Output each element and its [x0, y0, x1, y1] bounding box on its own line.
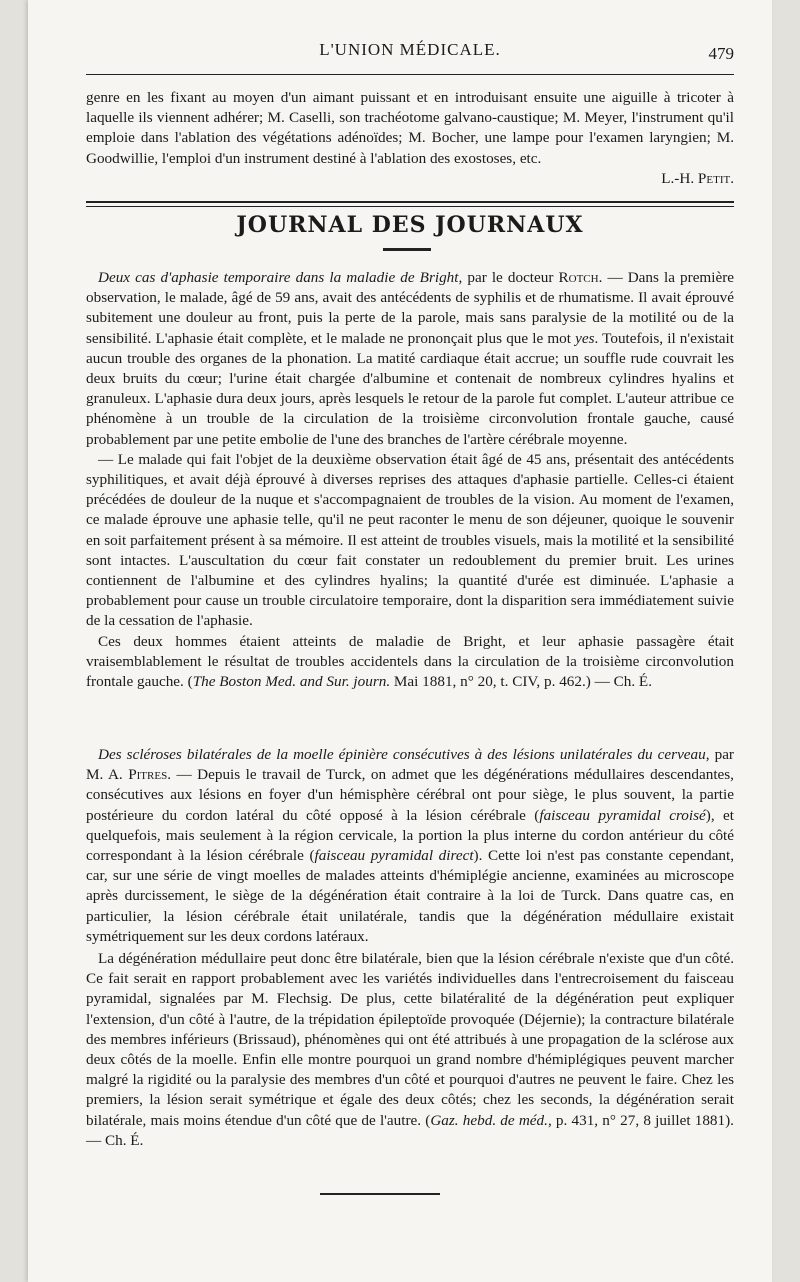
article1-title: Deux cas d'aphasie temporaire dans la maladie de Bright, [98, 269, 463, 286]
article2-author: Pitres [128, 766, 168, 784]
term-faisceau-croise: faisceau pyramidal croisé [539, 806, 706, 824]
article1-paragraph-3: Ces deux hommes étaient atteints de maladie de Bright, et leur aphasie passagère était vraisemblablement le résultat de troubles accidentels dans la circulation de la troisième circonvolution frontale gauche. (The Boston Med. and Sur. journ. Mai 1881, n° 20, t. CIV, p. 462.) — Ch. É. [86, 632, 734, 691]
section-separator-rule [86, 201, 734, 207]
article2-title: Des scléroses bilatérales de la moelle épinière consécutives à des lésions unilatérales du cerveau, [98, 746, 710, 763]
article-aphasie [86, 268, 734, 692]
word-yes: yes [575, 329, 595, 347]
article1-paragraph-2: — Le malade qui fait l'objet de la deuxième observation était âgé de 45 ans, présentait des antécédents syphilitiques, et avait déjà éprouvé à diverses reprises des attaques d'aphasie partielle. Celles-ci étaient précédées de douleur de la nuque et s'accompagnaient de troubles de la vision. Au moment de l'examen, ce malade éprouve une aphasie telle, qu'il ne peut raconter le menu de son déjeuner, quoique le souvenir en soit parfaitement présent à sa mémoire. Il est atteint de troubles visuels, mais la motilité et la sensibilité sont intactes. L'auscultation du cœur fait constater un redoublement du premier bruit. Les urines contiennent de l'albumine et des cylindres hyalins; la quantité d'urée est diminuée. L'aphasie a probablement pour cause un trouble circulatoire temporaire, dont la disparition sera immédiatement suivie de la cessation de l'aphasie. [86, 450, 734, 630]
running-title: L'UNION MÉDICALE. [319, 40, 501, 59]
previous-article-text: genre en les fixant au moyen d'un aimant puissant et en introduisant ensuite une aiguille à tricoter à laquelle ils viennent adhérer; M. Caselli, son trachéotome galvano-caustique; M. Meyer, l'instrument qu'il emploie dans l'ablation des végétations adénoïdes; M. Bocher, une lampe pour l'examen laryngien; M. Goodwillie, l'emploi d'un instrument destiné à l'ablation des exostoses, etc. [86, 89, 734, 167]
article1-paragraph-1: Deux cas d'aphasie temporaire dans la maladie de Bright, par le docteur Rotch. — Dans la première observation, le malade, âgé de 59 ans, avait des antécédents de syphilis et de rhumatisme. Il avait éprouvé subitement une douleur au front, puis la perte de la parole, mais sans paralysie de la motilité ou de la sensibilité. L'aphasie était complète, et le malade ne prononçait plus que le mot yes. Toutefois, il n'existait aucun trouble des organes de la phonation. La matité cardiaque était accrue; un souffle rude couvrait les deux bruits du cœur; l'urine était chargée d'albumine et contenait de nombreux cylindres hyalins et granuleux. L'aphasie dura deux jours, après lesquels le retour de la parole fut complet. L'auteur attribue ce phénomène à un trouble de la circulation de la troisième circonvolution frontale gauche, causé probablement par une petite embolie de l'une des branches de l'artère cérébrale moyenne. [86, 269, 735, 448]
section-title: JOURNAL DES JOURNAUX [236, 212, 584, 238]
running-head [86, 40, 734, 70]
article-scleroses [86, 745, 734, 1151]
article2-reference-journal: Gaz. hebd. de méd. [430, 1111, 548, 1129]
article2-paragraph-1: Des scléroses bilatérales de la moelle épinière consécutives à des lésions unilatérales du cerveau, par M. A. Pitres. — Depuis le travail de Turck, on admet que les dégénérations médullaires descendantes, consécutives aux lésions en foyer d'un hémisphère cérébral ont pour siège, le plus souvent, la partie postérieure du cordon latéral du côté opposé à la lésion cérébrale (faisceau pyramidal croisé), et quelquefois, mais seulement à la région cervicale, la portion la plus interne du cordon antérieur du côté correspondant à la lésion cérébrale (faisceau pyramidal direct). Cette loi n'est pas constante cependant, car, sur une série de vingt moelles de malades atteints d'hémiplégie ancienne, examinées au microscope après durcissement, le siège de la dégénération était contraire à la loi de Turck. Dans quatre cas, en particulier, la lésion cérébrale était unilatérale, tandis que la dégénération médullaire existait symétriquement sur les deux cordons latéraux. [86, 746, 735, 945]
journal-page [28, 0, 772, 1282]
article2-paragraph-2: La dégénération médullaire peut donc être bilatérale, bien que la lésion cérébrale n'existe que d'un côté. Ce fait serait en rapport probablement avec les variétés individuelles dans l'entrecroisement du faisceau pyramidal, signalées par M. Flechsig. De plus, cette bilatéralité de la dégénération peut expliquer l'extension, d'un côté à l'autre, de la trépidation épileptoïde provoquée (Déjernie); la contracture bilatérale des membres inférieurs (Brissaud), phénomènes qui ont été attribués à une propagation de la sclérose aux deux côtés de la moelle. Enfin elle montre pourquoi un grand nombre d'hémiplégiques peuvent marcher malgré la rigidité ou la paralysie des membres d'un côté et pourquoi d'autres ne peuvent le faire. Chez les premiers, la lésion serait symétrique et égale des deux côtés; chez les seconds, la dégénération serait bilatérale, mais moins étendue d'un côté que de l'autre. (Gaz. hebd. de méd., p. 431, n° 27, 8 juillet 1881). — Ch. É. [86, 950, 734, 1149]
end-rule [320, 1193, 440, 1195]
article1-reference-journal: The Boston Med. and Sur. journ. [192, 673, 391, 691]
header-rule [86, 74, 734, 75]
title-underline [383, 248, 431, 251]
signature: L.-H. Petit. [661, 169, 734, 187]
page-number: 479 [708, 44, 734, 63]
article1-author: Rotch [558, 269, 599, 286]
previous-article-end [86, 88, 734, 189]
term-faisceau-direct: faisceau pyramidal direct [314, 847, 474, 865]
